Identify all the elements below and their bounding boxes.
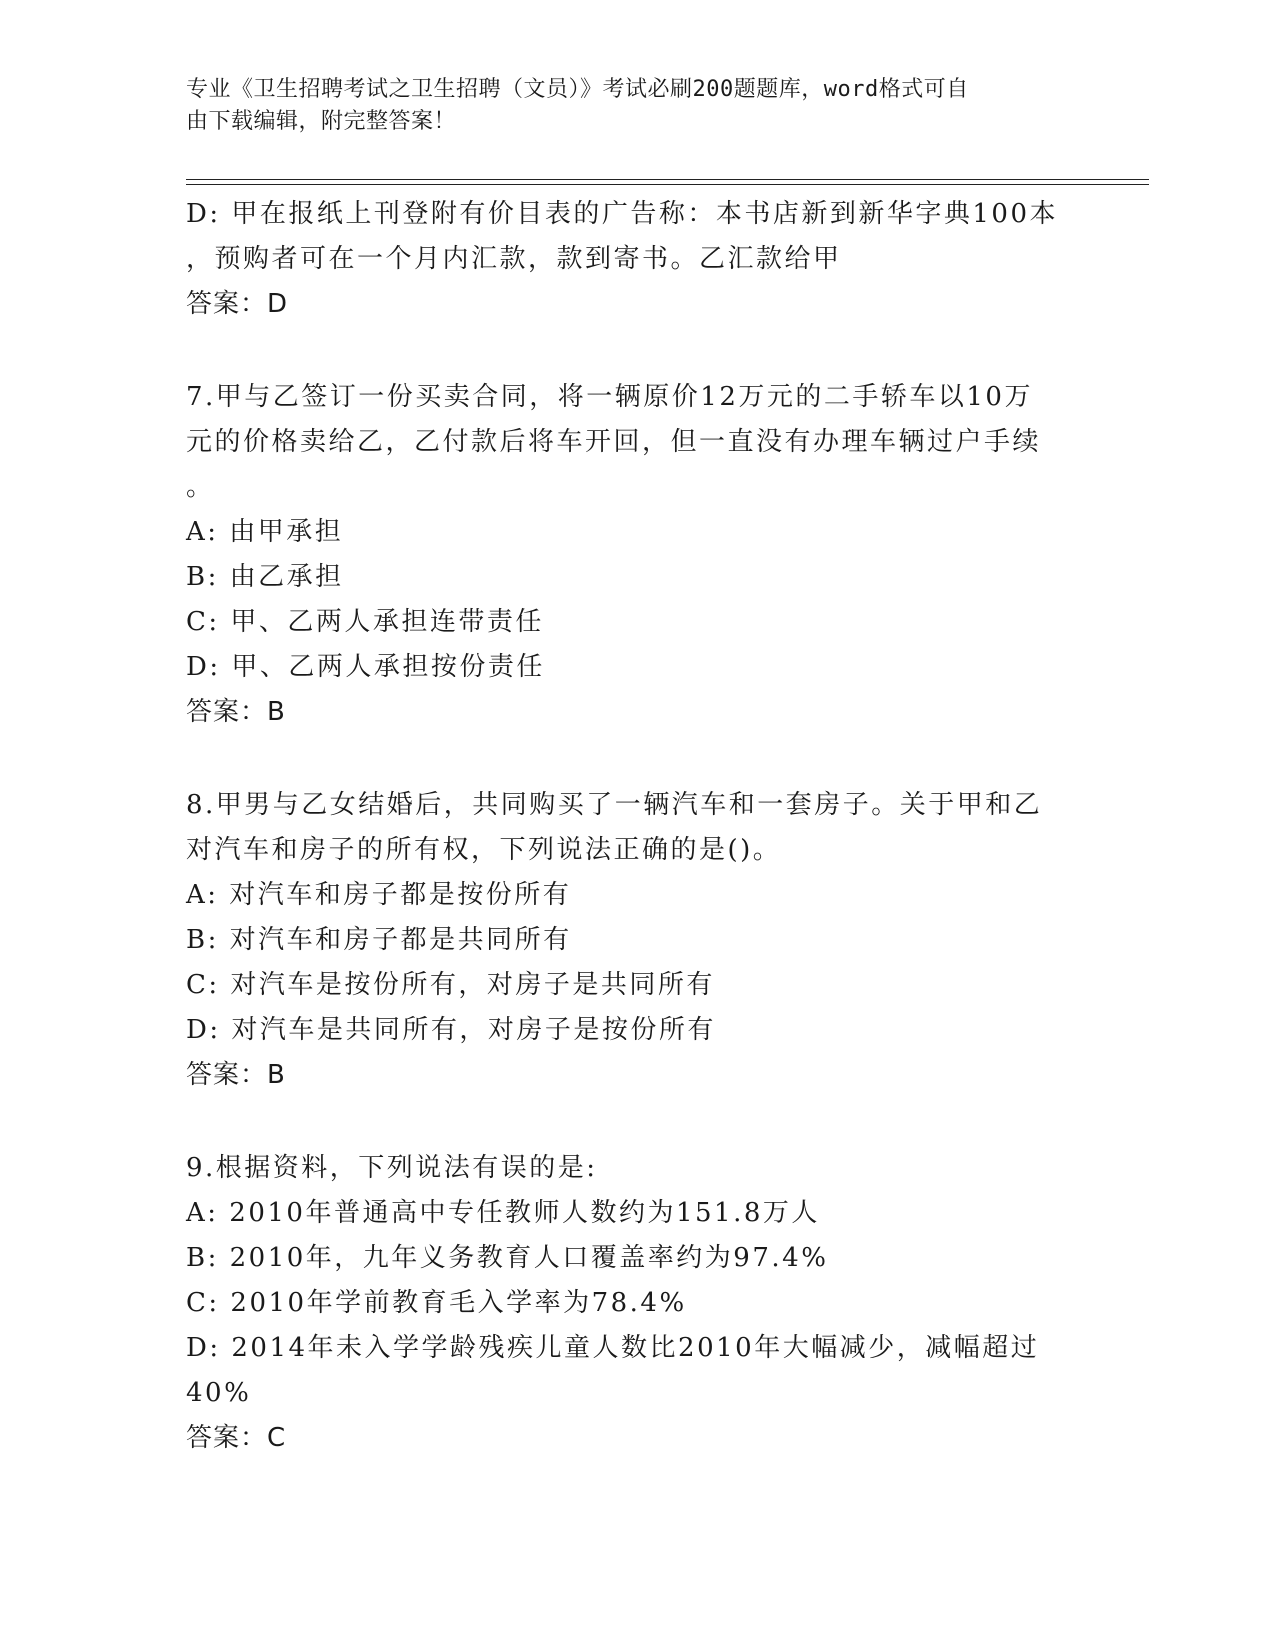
- section-gap: [186, 1098, 1066, 1146]
- header-divider-bottom: [186, 184, 1149, 185]
- q7-stem-line-2: 元的价格卖给乙，乙付款后将车开回，但一直没有办理车辆过户手续: [186, 427, 1042, 457]
- q9-stem-line-1: 9.根据资料，下列说法有误的是:: [186, 1153, 598, 1183]
- q9-option-d-line-2: 40%: [186, 1378, 252, 1408]
- header-divider-top: [186, 179, 1149, 180]
- question-7: [186, 375, 1066, 735]
- q6-answer: 答案：D: [186, 289, 289, 319]
- q8-answer: 答案：B: [186, 1060, 286, 1090]
- document-header: [186, 74, 1066, 138]
- q6-option-d-line-1: D: 甲在报纸上刊登附有价目表的广告称：本书店新到新华字典100本: [186, 199, 1058, 229]
- question-6-tail: [186, 192, 1066, 327]
- q7-option-d: D: 甲、乙两人承担按份责任: [186, 652, 545, 682]
- header-title-line-2: 由下载编辑，附完整答案！: [186, 109, 457, 134]
- q6-option-d-line-2: ，预购者可在一个月内汇款，款到寄书。乙汇款给甲: [186, 244, 842, 274]
- header-title-line-1: 专业《卫生招聘考试之卫生招聘（文员）》考试必刷200题题库，word格式可自: [186, 77, 969, 102]
- q8-option-c: C: 对汽车是按份所有，对房子是共同所有: [186, 970, 715, 1000]
- q7-option-b: B: 由乙承担: [186, 562, 344, 592]
- q8-stem-line-1: 8.甲男与乙女结婚后，共同购买了一辆汽车和一套房子。关于甲和乙: [186, 790, 1043, 820]
- q9-answer: 答案：C: [186, 1423, 287, 1453]
- q7-option-c: C: 甲、乙两人承担连带责任: [186, 607, 544, 637]
- q7-stem-line-1: 7.甲与乙签订一份买卖合同，将一辆原价12万元的二手轿车以10万: [186, 382, 1033, 412]
- q8-option-a: A: 对汽车和房子都是按份所有: [186, 880, 572, 910]
- q9-option-c: C: 2010年学前教育毛入学率为78.4%: [186, 1288, 687, 1318]
- question-9: [186, 1146, 1066, 1461]
- q9-option-b: B: 2010年，九年义务教育人口覆盖率约为97.4%: [186, 1243, 829, 1273]
- q7-option-a: A: 由甲承担: [186, 517, 344, 547]
- question-8: [186, 783, 1066, 1098]
- q7-answer: 答案：B: [186, 697, 286, 727]
- q7-stem-line-3: 。: [186, 472, 215, 502]
- document-body: [186, 192, 1066, 1461]
- section-gap: [186, 327, 1066, 375]
- q8-stem-line-2: 对汽车和房子的所有权，下列说法正确的是()。: [186, 835, 782, 865]
- q9-option-a: A: 2010年普通高中专任教师人数约为151.8万人: [186, 1198, 820, 1228]
- q8-option-b: B: 对汽车和房子都是共同所有: [186, 925, 572, 955]
- q9-option-d-line-1: D: 2014年未入学学龄残疾儿童人数比2010年大幅减少，减幅超过: [186, 1333, 1040, 1363]
- q8-option-d: D: 对汽车是共同所有，对房子是按份所有: [186, 1015, 716, 1045]
- section-gap: [186, 735, 1066, 783]
